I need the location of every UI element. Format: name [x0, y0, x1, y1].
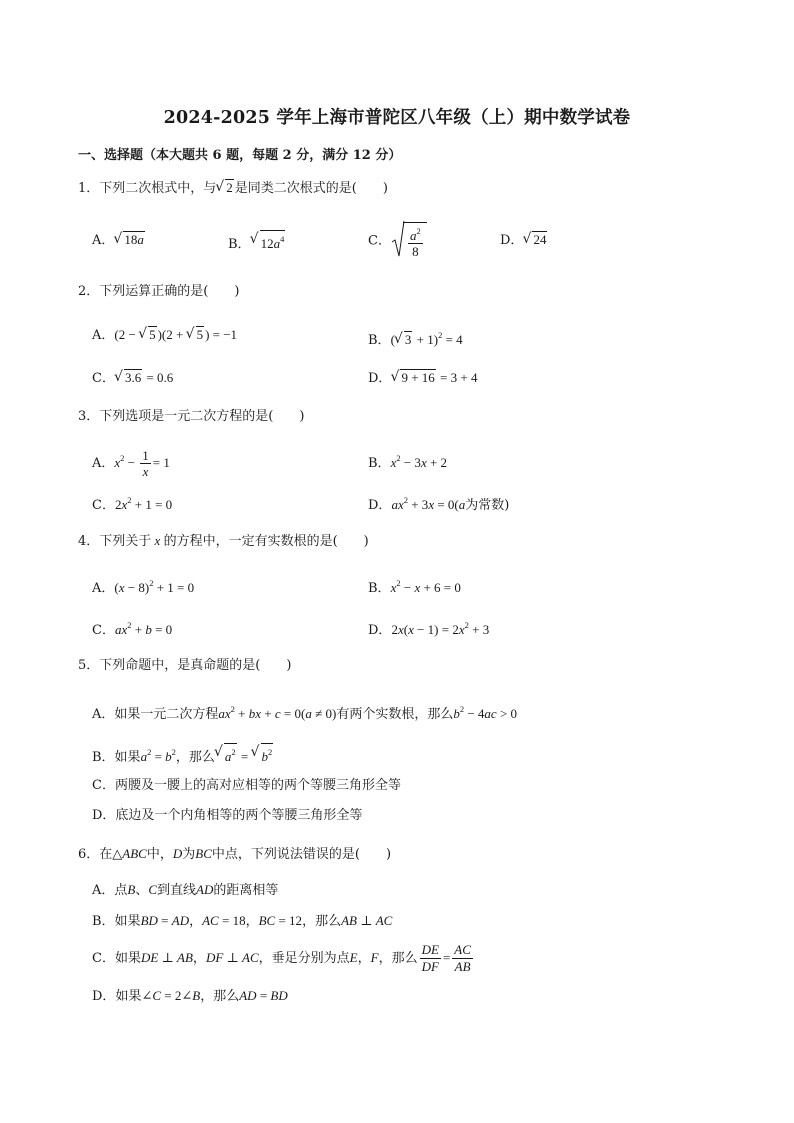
question-5-stem: 5．下列命题中，是真命题的是( ) [78, 658, 292, 673]
q4-option-a[interactable]: A．$(x - 8)^2 + 1 = 0$ [92, 578, 195, 596]
q4-option-d[interactable]: D．$2x(x - 1) = 2x^2 + 3$ [368, 620, 490, 638]
q3-option-c[interactable]: C．$2x^2 + 1 = 0$ [92, 495, 173, 513]
q3-option-b[interactable]: B．$x^2 - 3x + 2$ [368, 453, 448, 471]
q6-option-a[interactable]: A．点B、C到直线AD的距离相等 [92, 882, 279, 898]
page-title: 2024-2025 学年上海市普陀区八年级（上）期中数学试卷 [163, 108, 631, 128]
q5-option-c[interactable]: C．两腰及一腰上的高对应相等的两个等腰三角形全等 [92, 778, 401, 793]
q3-option-a[interactable]: A．$x^2$ − $\frac{1}{x}$ = 1 [92, 448, 170, 479]
section-heading: 一、选择题（本大题共 6 题，每题 2 分，满分 12 分） [78, 148, 402, 163]
q4-option-c[interactable]: C．$ax^2 + b = 0$ [92, 620, 173, 638]
q3-option-d[interactable]: D．$ax^2 + 3x = 0(a$为常数) [368, 495, 510, 513]
q4-option-b[interactable]: B．$x^2 - x + 6 = 0$ [368, 578, 461, 596]
question-4-stem: 4．下列关于 x 的方程中，一定有实数根的是( ) [78, 533, 369, 549]
q5-option-b[interactable]: B．如果$a^2 = b^2$，那么√ $a^2$ = √ $b^2$ [92, 742, 274, 768]
q5-option-d[interactable]: D．底边及一个内角相等的两个等腰三角形全等 [92, 808, 363, 823]
q2-option-c[interactable]: C．√ 3.6 = 0.6 [92, 368, 173, 389]
q5-option-a[interactable]: A．如果一元二次方程$ax^2$ + bx + c = 0(a ≠ 0)有两个实数根，那么$b^2 - 4ac > 0$ [92, 704, 518, 722]
q1-option-a[interactable]: A．√ 18a [92, 230, 146, 251]
question-1-stem: 1．下列二次根式中，与√ 2 是同类二次根式的是( ) [78, 178, 388, 199]
q6-option-b[interactable]: B．如果BD = AD，AC = 18，BC = 12，那么AB ⊥ AC [92, 913, 393, 929]
question-2-stem: 2．下列运算正确的是( ) [78, 284, 240, 299]
q6-option-d[interactable]: D．如果∠C = 2∠B，那么AD = BD [92, 988, 288, 1004]
question-6-stem: 6．在△ABC中，D为BC中点，下列说法错误的是( ) [78, 846, 392, 862]
q1-option-b[interactable]: B．√ $12a^4$ [228, 230, 286, 255]
q6-option-c[interactable]: C．如果DE ⊥ AB，DF ⊥ AC，垂足分别为点E，F，那么 $\frac{DE}{DF}$ = $\frac{AC}{AB}$ [92, 942, 471, 974]
q2-option-a[interactable]: A．(2 − √ 5 )(2 + √ 5 ) = −1 [92, 325, 237, 346]
q2-option-b[interactable]: B．(√ 3 + 1)$^2$ = 4 [368, 325, 463, 351]
q2-option-d[interactable]: D．√ 9 + 16 = 3 + 4 [368, 368, 477, 389]
q1-option-d[interactable]: D．√ 24 [500, 230, 548, 251]
question-3-stem: 3．下列选项是一元二次方程的是( ) [78, 409, 305, 424]
q1-option-c[interactable]: C． $\frac{a^2}{8}$ [368, 222, 427, 260]
